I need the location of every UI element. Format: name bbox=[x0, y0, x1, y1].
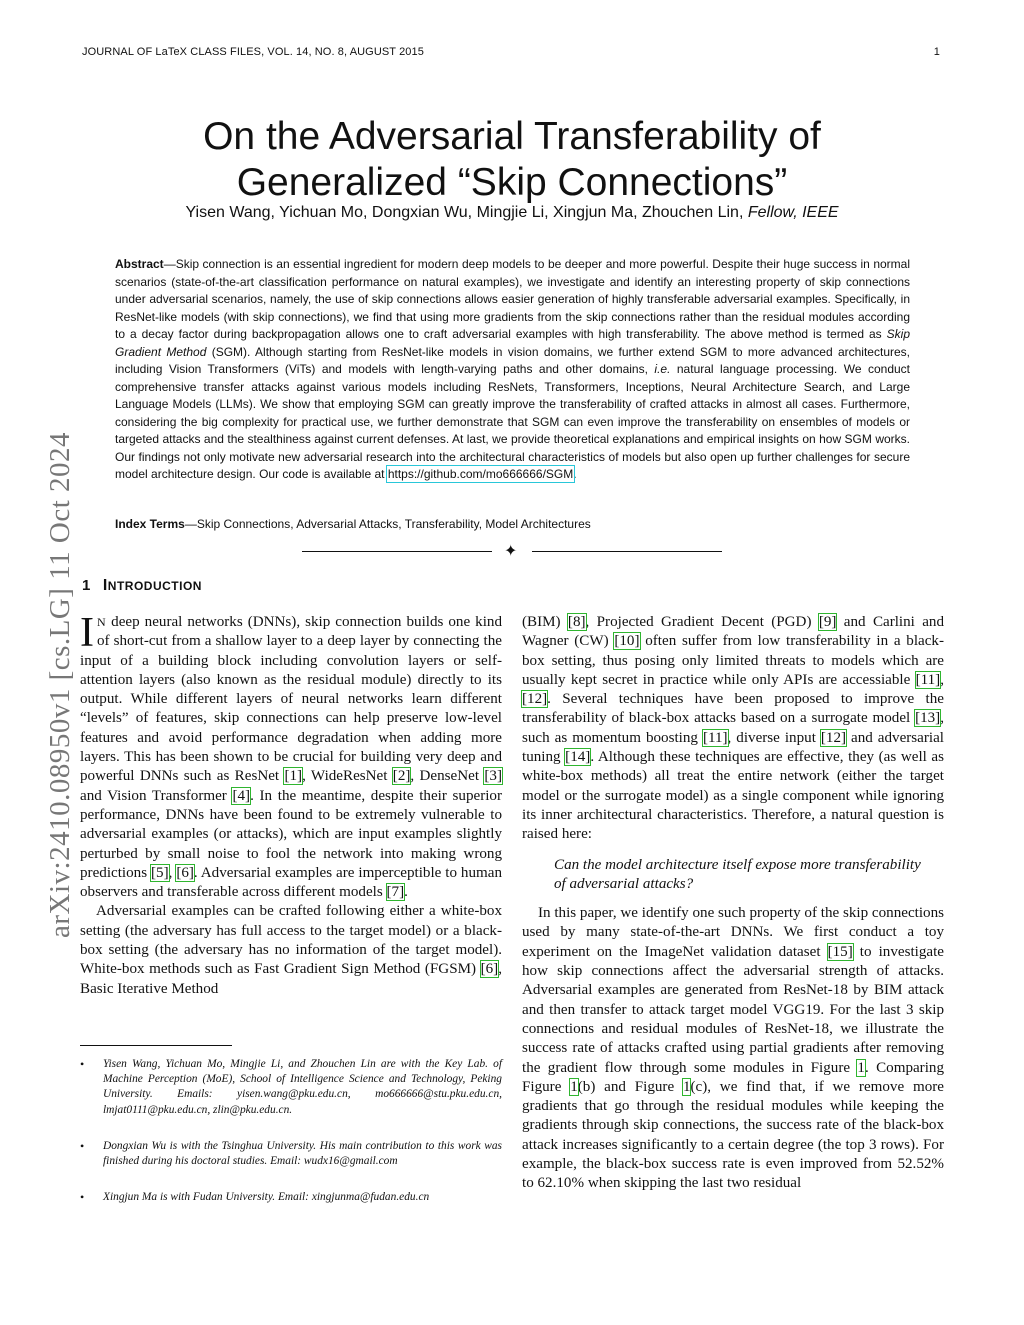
intro-paragraph-4: In this paper, we identify one such property of the skip connections used by many state-of-the-art DNNs. We first conduct a toy experiment on the ImageNet validation dataset [15] to investigate how skip connections affect the adversarial strength of attacks. Adversarial examples are generated from ResNet-18 by BIM attack and then transfer to attack target model VGG19. For the last 3 skip connections and residual modules of ResNet-18, we illustrate the success rate of attacks crafted using partial gradients after removing the gradient flow through some modules in Figure 1. Comparing Figure 1(b) and Figure 1(c), we find that, if we remove more gradients that go through the residual modules while keeping the gradients through skip connections, the success rate of the black-box attack increases significantly to a certain degree (the top 3 rows). For example, the black-box success rate is even improved from 52.52% to 62.10% when skipping the last two residual bbox=[522, 905, 944, 1192]
section-heading: 1 INTRODUCTION bbox=[82, 577, 202, 594]
index-terms: Index Terms—Skip Connections, Adversarial Attacks, Transferability, Model Architectures bbox=[115, 517, 591, 531]
citation-link[interactable]: [12] bbox=[522, 691, 548, 708]
figure-link[interactable]: 1 bbox=[570, 1078, 578, 1095]
footnote-affiliation-1: • Yisen Wang, Yichuan Mo, Mingjie Li, and Zhouchen Lin are with the Key Lab. of Machine Perception (MoE), School of Intelligence Science and Technology, Peking University. Emails: yisen.wang@pku.edu.cn, mo666666@stu.pku.edu.cn, lmjat0111@pku.edu.cn, zlin@pku.edu.cn. bbox=[80, 1057, 502, 1116]
abstract: Abstract—Skip connection is an essential ingredient for modern deep models to be deeper and more powerful. Despite their huge success in normal scenarios (state-of-the-art classification performance on natural examples), we investigate and identify an interesting property of skip connections under adversarial scenarios, namely, the use of skip connections allows easier generation of highly transferable adversarial examples. Specifically, in ResNet-like models (with skip connections), we find that using more gradients from the skip connections rather than the residual modules according to a decay factor during backpropagation allows one to craft adversarial examples with high transferability. The above method is termed as Skip Gradient Method (SGM). Although starting from ResNet-like models in vision domains, we further extend SGM to more advanced architectures, including Vision Transformers (ViTs) and models with length-varying paths and other domains, i.e. natural language processing. We conduct comprehensive transfer attacks against various models including ResNets, Transformers, Inceptions, Neural Architecture Search, and Large Language Models (LLMs). We show that employing SGM can greatly improve the transferability of crafted attacks in almost all cases. Furthermore, considering the big complexity for practical use, we further demonstrate that SGM can even improve the transferability on ensembles of models or targeted attacks and the stealthiness against current defenses. At last, we provide theoretical explanations and empirical insights on how SGM works. Our findings not only motivate new adversarial research into the architectural characteristics of models but also open up further challenges for secure model architecture design. Our code is available at https://github.com/mo666666/SGM. bbox=[115, 257, 911, 481]
citation-link[interactable]: [14] bbox=[565, 749, 591, 766]
citation-link[interactable]: [11] bbox=[702, 729, 728, 746]
citation-link[interactable]: [8] bbox=[567, 614, 586, 630]
intro-paragraph-2: Adversarial examples can be crafted following either a white-box setting (the adversary has full access to the target model) or a black-box setting (the adversary has no information of the target model). White-box methods such as Fast Gradient Sign Method (FGSM) [6], Basic Iterative Method bbox=[80, 903, 502, 997]
citation-link[interactable]: [6] bbox=[480, 961, 499, 978]
drop-cap: I bbox=[80, 610, 94, 656]
latex-logo: LaTeX bbox=[155, 46, 188, 58]
paper-title: On the Adversarial Transferability of Generalized “Skip Connections” bbox=[203, 115, 821, 205]
page-number: 1 bbox=[933, 46, 940, 58]
research-question: Can the model architecture itself expose more transferability of adversarial attacks? bbox=[554, 856, 921, 892]
citation-link[interactable]: [15] bbox=[827, 943, 853, 960]
figure-link[interactable]: 1 bbox=[682, 1078, 691, 1095]
left-column bbox=[80, 610, 503, 999]
arxiv-stamp: arXiv:2410.08950v1 [cs.LG] 11 Oct 2024 bbox=[44, 431, 76, 938]
citation-link[interactable]: [11] bbox=[915, 671, 941, 688]
journal-header: JOURNAL OF LaTeX CLASS FILES, VOL. 14, NO. 8, AUGUST 2015 bbox=[82, 46, 424, 58]
figure-link[interactable]: 1 bbox=[857, 1059, 865, 1076]
intro-paragraph-3: (BIM) [8], Projected Gradient Decent (PGD) [9] and Carlini and Wagner (CW) [10] often suffer from low transferability in a black-box setting, thus posing only limited threats to models which are usually kept secret in practice while only APIs are accessiable [11], [12]. Several techniques have been proposed to improve the transferability of black-box attacks based on a surrogate model [13], such as momentum boosting [11], diverse input [12] and adversarial tuning [14]. Although these techniques are effective, they (as well as white-box methods) all treat the entire network (either the target model or the surrogate model) as a single component while ignoring its inner architectural characteristics. Therefore, a natural question is raised here: bbox=[522, 614, 945, 843]
right-column bbox=[522, 613, 944, 1194]
section-divider bbox=[302, 542, 722, 562]
citation-link[interactable]: [12] bbox=[820, 729, 847, 746]
citation-link[interactable]: [4] bbox=[232, 787, 251, 804]
divider-star-icon: ✦ bbox=[504, 543, 518, 560]
footnotes bbox=[80, 1057, 502, 1226]
citation-link[interactable]: [6] bbox=[176, 864, 194, 881]
citation-link[interactable]: [9] bbox=[818, 614, 837, 630]
citation-link[interactable]: [13] bbox=[915, 710, 941, 727]
author-fellow: Fellow, IEEE bbox=[747, 204, 839, 221]
bullet-icon: • bbox=[80, 1138, 85, 1153]
footnote-affiliation-2: • Dongxian Wu is with the Tsinghua University. His main contribution to this work was finished during his doctoral studies. Email: wudx16@gmail.com bbox=[80, 1138, 502, 1168]
author-list: Yisen Wang, Yichuan Mo, Dongxian Wu, Mingjie Li, Xingjun Ma, Zhouchen Lin, Fellow, IEEE bbox=[185, 204, 839, 221]
citation-link[interactable]: [7] bbox=[386, 884, 405, 901]
citation-link[interactable]: [3] bbox=[484, 768, 502, 785]
citation-link[interactable]: [2] bbox=[392, 768, 411, 785]
bullet-icon: • bbox=[80, 1057, 85, 1071]
citation-link[interactable]: [10] bbox=[614, 633, 640, 650]
footnote-affiliation-3: • Xingjun Ma is with Fudan University. Email: xingjunma@fudan.edu.cn bbox=[80, 1190, 430, 1205]
citation-link[interactable]: [1] bbox=[284, 768, 303, 785]
bullet-icon: • bbox=[80, 1190, 85, 1205]
intro-paragraph-1: IN deep neural networks (DNNs), skip connection builds one kind of short-cut from a shallow layer to a deep layer by connecting the input of a building block including convolution layers or self-attention layers (also known as the residual module) directly to its output. While different layers of neural networks learn different “levels” of features, skip connections can help preserve low-level features and avoid performance degradation when adding more layers. This has been shown to be crucial for building very deep and powerful DNNs such as ResNet [1], WideResNet [2], DenseNet [3] and Vision Transformer [4]. In the meantime, despite their superior performance, DNNs have been found to be extremely vulnerable to adversarial examples (or attacks), which are input examples slightly perturbed by small noise to fool the network into making wrong predictions [5], [6]. Adversarial examples are imperceptible to human observers and transferable across different models [7]. bbox=[80, 610, 503, 901]
footnote-rule bbox=[80, 1045, 232, 1046]
code-link[interactable]: https://github.com/mo666666/SGM bbox=[387, 467, 574, 481]
citation-link[interactable]: [5] bbox=[151, 864, 169, 881]
abstract-label: Abstract bbox=[115, 257, 164, 271]
